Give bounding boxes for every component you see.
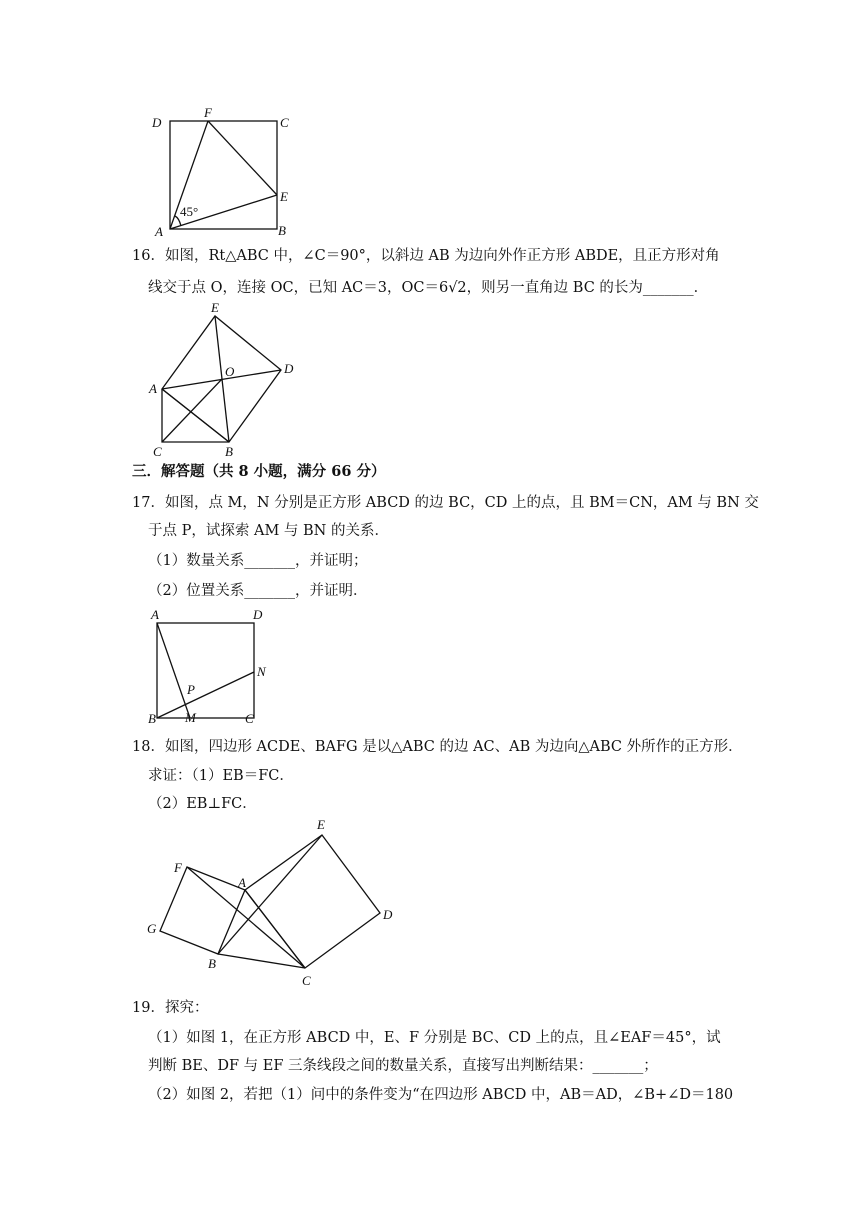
label-f: F [174,860,182,875]
q18-text-line1: 18．如图，四边形 ACDE、BAFG 是以△ABC 的边 AC、AB 为边向△ABC 外所作的正方形． [132,739,743,755]
segment-ac [245,890,305,968]
segment-fe [208,121,277,195]
q17-part2: （2）位置关系_______，并证明． [148,583,368,599]
label-c: C [153,444,162,459]
figure-square-abcd-45 [150,105,300,239]
figure-q18 [140,815,410,995]
label-p: P [187,682,195,697]
q17-text-line1: 17．如图，点 M，N 分别是正方形 ABCD 的边 BC，CD 上的点，且 BM＝CN，AM 与 BN 交 [132,495,759,511]
label-e: E [280,189,288,204]
q19-part1-line1: （1）如图 1，在正方形 ABCD 中，E、F 分别是 BC、CD 上的点，且∠EAF＝45°，试 [148,1030,721,1046]
q17-text-line2: 于点 P，试探索 AM 与 BN 的关系． [148,523,389,539]
square-abcd [157,623,254,718]
label-e: E [211,300,219,315]
label-d: D [152,115,162,130]
label-a: A [149,381,157,396]
label-a: A [238,875,246,890]
label-a: A [151,607,159,622]
section-heading: 三．解答题（共 8 小题，满分 66 分） [132,463,386,480]
q18-text-line2: 求证：（1）EB＝FC． [148,768,294,784]
label-b: B [225,444,233,459]
square-acde [245,835,380,968]
q16-text-line2: 线交于点 O，连接 OC，已知 AC＝3，OC＝6√2，则另一直角边 BC 的长为_______． [148,280,709,296]
label-f: F [204,105,212,120]
label-d: D [253,607,263,622]
label-e: E [317,817,325,832]
segment-fc [187,867,305,968]
segment-eb [218,835,322,954]
label-c: C [245,711,254,726]
angle-label: 45° [180,204,199,219]
label-o: O [225,364,235,379]
q19-part1-line2: 判断 BE、DF 与 EF 三条线段之间的数量关系，直接写出判断结果：_______； [148,1058,658,1074]
figure-q17 [145,605,280,730]
label-m: M [185,710,196,725]
q19-title: 19．探究： [132,1000,209,1016]
segment-bn [157,672,254,718]
label-n: N [257,664,266,679]
q19-part2-line1: （2）如图 2，若把（1）问中的条件变为“在四边形 ABCD 中，AB＝AD，∠B+∠D＝180 [148,1087,734,1103]
segment-ab [162,389,229,442]
label-d: D [383,907,393,922]
segment-am [157,623,190,718]
label-d: D [284,361,294,376]
q17-part1: （1）数量关系_______，并证明； [148,553,368,569]
q18-text-line3: （2）EB⊥FC． [148,796,257,812]
label-a: A [155,224,163,239]
segment-oc [162,379,222,442]
label-g: G [147,921,157,936]
label-c: C [302,973,311,988]
label-b: B [208,956,216,971]
label-c: C [280,115,289,130]
label-b: B [148,711,156,726]
figure-q16 [145,300,305,460]
q16-text-line1: 16．如图，Rt△ABC 中，∠C＝90°，以斜边 AB 为边向外作正方形 ABDE，且正方形对角 [132,248,720,264]
label-b: B [278,223,286,238]
